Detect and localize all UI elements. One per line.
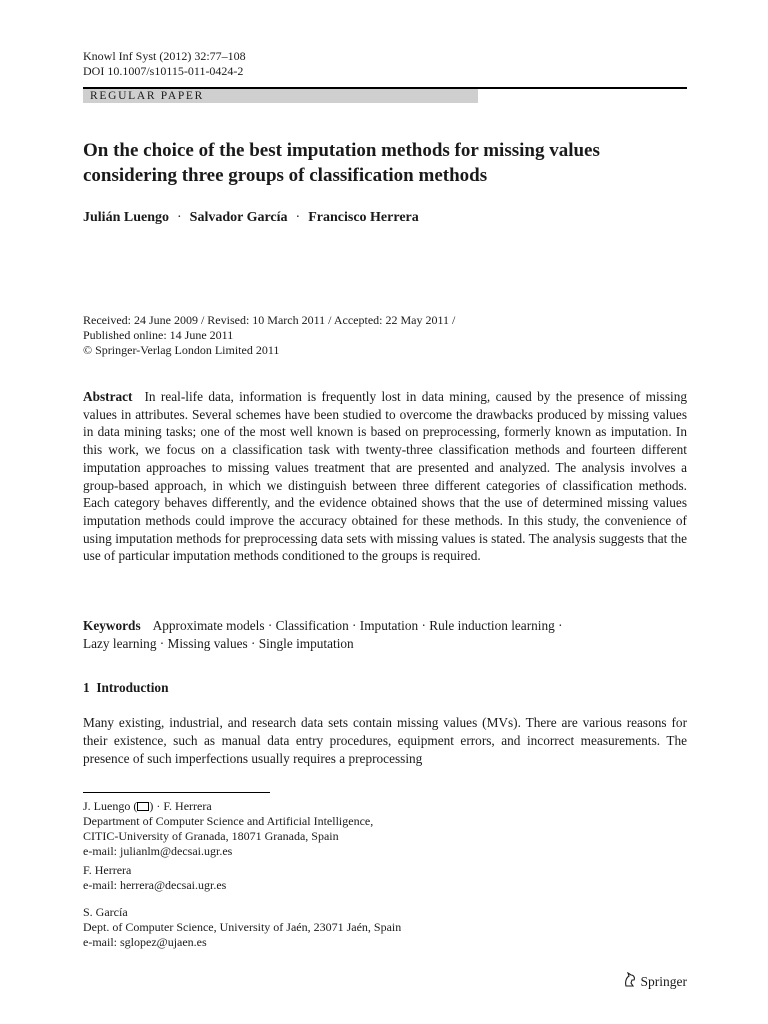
keywords-line-1: Approximate models · Classification · Imputation · Rule induction learning ·: [152, 618, 563, 633]
journal-citation: Knowl Inf Syst (2012) 32:77–108: [83, 49, 246, 63]
abstract-text: In real-life data, information is frequently lost in data mining, caused by the presence of missing values in attributes. Several schemes have been studied to overcome the drawbacks produced by missing values in data mining tasks; one of the most well known is based on preprocessing, formerly known as imputation. In this work, we focus on a classification task with twenty-three classification methods and fourteen different imputation approaches to missing values treatment that are presented and analyzed. The analysis involves a group-based approach, in which we distinguish between three different categories of classification methods. Each category behaves differently, and the evidence obtained shows that the use of determined missing values imputation methods could improve the accuracy obtained for these methods. In this study, the convenience of using imputation methods for preprocessing data sets with missing values is stated. The analysis suggests that the use of particular imputation methods conditioned to the groups is required.: [83, 389, 687, 564]
affiliation-institution: CITIC-University of Granada, 18071 Granada, Spain: [83, 829, 339, 843]
affiliation-dept: Department of Computer Science and Artificial Intelligence,: [83, 814, 374, 828]
publisher-name: Springer: [640, 974, 687, 989]
publication-dates: [83, 313, 455, 358]
journal-header: [83, 49, 246, 79]
affiliation-dept: Dept. of Computer Science, University of Jaén, 23071 Jaén, Spain: [83, 920, 402, 934]
author-separator: ·: [295, 210, 301, 225]
paper-page: [83, 0, 687, 1024]
affiliation-email[interactable]: e-mail: sglopez@ujaen.es: [83, 935, 207, 949]
doi: DOI 10.1007/s10115-011-0424-2: [83, 64, 244, 78]
abstract: [83, 388, 687, 565]
published-line: Published online: 14 June 2011: [83, 328, 234, 342]
author-name: Salvador García: [189, 210, 288, 225]
affiliation-name: S. García: [83, 905, 128, 919]
affiliation-name: F. Herrera: [83, 863, 132, 877]
keywords: [83, 617, 687, 652]
affiliation-2: [83, 863, 226, 893]
author-list: [83, 210, 419, 226]
affiliation-3: [83, 905, 401, 950]
affiliation-names-suffix: ) · F. Herrera: [149, 799, 212, 813]
copyright-line: © Springer-Verlag London Limited 2011: [83, 343, 280, 357]
author-name: Francisco Herrera: [308, 210, 419, 225]
affiliation-1: [83, 799, 373, 859]
publisher-logo: [623, 972, 688, 992]
received-line: Received: 24 June 2009 / Revised: 10 March 2011 / Accepted: 22 May 2011 /: [83, 313, 456, 327]
abstract-label: Abstract: [83, 389, 133, 404]
section-number: 1: [83, 680, 90, 695]
springer-horse-icon: [623, 972, 637, 992]
author-name: Julián Luengo: [83, 210, 169, 225]
envelope-icon: [137, 802, 149, 811]
affiliation-names-prefix: J. Luengo (: [83, 799, 138, 813]
keywords-line-2: Lazy learning · Missing values · Single imputation: [83, 635, 354, 651]
affiliation-email[interactable]: e-mail: herrera@decsai.ugr.es: [83, 878, 227, 892]
affiliation-email[interactable]: e-mail: julianlm@decsai.ugr.es: [83, 844, 233, 858]
paper-title: On the choice of the best imputation methods for missing values considering three groups of classification methods: [83, 140, 600, 186]
article-type-band: REGULAR PAPER: [83, 89, 478, 103]
section-heading: [83, 680, 168, 696]
introduction-paragraph: Many existing, industrial, and research data sets contain missing values (MVs). There are various reasons for their existence, such as manual data entry procedures, equipment errors, and incorrect measurements. The presence of such imperfections usually requires a preprocessing: [83, 715, 687, 766]
section-title: Introduction: [96, 680, 169, 695]
footnote-rule: [83, 792, 270, 793]
author-separator: ·: [176, 210, 182, 225]
keywords-label: Keywords: [83, 618, 141, 633]
